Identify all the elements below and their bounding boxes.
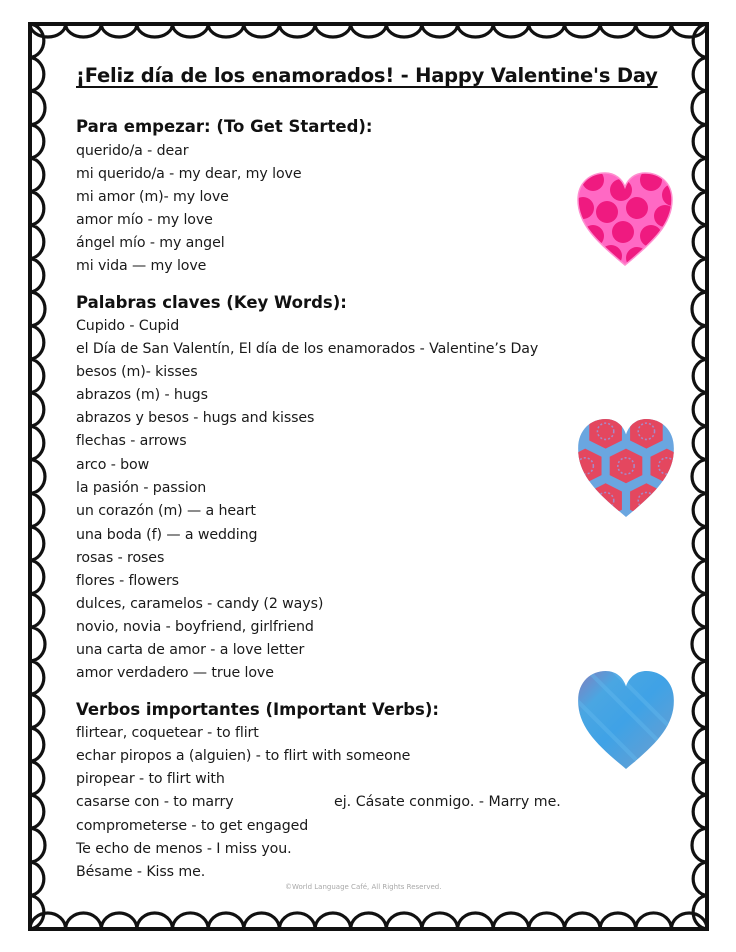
- blue-heart-icon: [575, 668, 677, 772]
- vocab-line: abrazos (m) - hugs: [76, 387, 208, 403]
- vocab-line: amor mío - my love: [76, 212, 213, 228]
- vocab-line: un corazón (m) — a heart: [76, 503, 256, 519]
- vocab-line: dulces, caramelos - candy (2 ways): [76, 596, 324, 612]
- copyright-footer: ©World Language Café, All Rights Reserved.: [285, 883, 442, 891]
- vocab-line: echar piropos a (alguien) - to flirt with someone: [76, 748, 411, 764]
- vocab-line: novio, novia - boyfriend, girlfriend: [76, 619, 314, 635]
- example-sentence: ej. Cásate conmigo. - Marry me.: [334, 794, 561, 810]
- vocab-line: querido/a - dear: [76, 143, 189, 159]
- vocab-line: Bésame - Kiss me.: [76, 864, 206, 880]
- vocab-line: Te echo de menos - I miss you.: [76, 841, 292, 857]
- vocab-line: rosas - roses: [76, 550, 165, 566]
- vocab-line: la pasión - passion: [76, 480, 207, 496]
- vocab-line: Cupido - Cupid: [76, 318, 180, 334]
- section-heading-to-get-started: Para empezar: (To Get Started):: [76, 117, 373, 136]
- vocab-line: flores - flowers: [76, 573, 179, 589]
- section-heading-key-words: Palabras claves (Key Words):: [76, 293, 347, 312]
- section-heading-important-verbs: Verbos importantes (Important Verbs):: [76, 700, 439, 719]
- red-blue-hexagon-heart-icon: [575, 416, 677, 520]
- vocab-line: mi amor (m)- my love: [76, 189, 229, 205]
- vocab-line: ángel mío - my angel: [76, 235, 225, 251]
- vocab-line: besos (m)- kisses: [76, 364, 198, 380]
- vocab-line: amor verdadero — true love: [76, 665, 274, 681]
- vocab-line: flechas - arrows: [76, 433, 187, 449]
- vocab-line: mi querido/a - my dear, my love: [76, 166, 302, 182]
- vocab-line: mi vida — my love: [76, 258, 207, 274]
- vocab-line: arco - bow: [76, 457, 150, 473]
- vocab-line: una carta de amor - a love letter: [76, 642, 305, 658]
- vocab-line: el Día de San Valentín, El día de los enamorados - Valentine’s Day: [76, 341, 539, 357]
- vocab-line: piropear - to flirt with: [76, 771, 225, 787]
- pink-polka-dot-heart-icon: [575, 170, 675, 268]
- vocab-line: flirtear, coquetear - to flirt: [76, 725, 259, 741]
- vocab-line: abrazos y besos - hugs and kisses: [76, 410, 315, 426]
- vocab-line: una boda (f) — a wedding: [76, 527, 258, 543]
- vocab-line: casarse con - to marry: [76, 794, 234, 810]
- page-title: ¡Feliz día de los enamorados! - Happy Valentine's Day: [76, 64, 658, 87]
- vocab-line: comprometerse - to get engaged: [76, 818, 309, 834]
